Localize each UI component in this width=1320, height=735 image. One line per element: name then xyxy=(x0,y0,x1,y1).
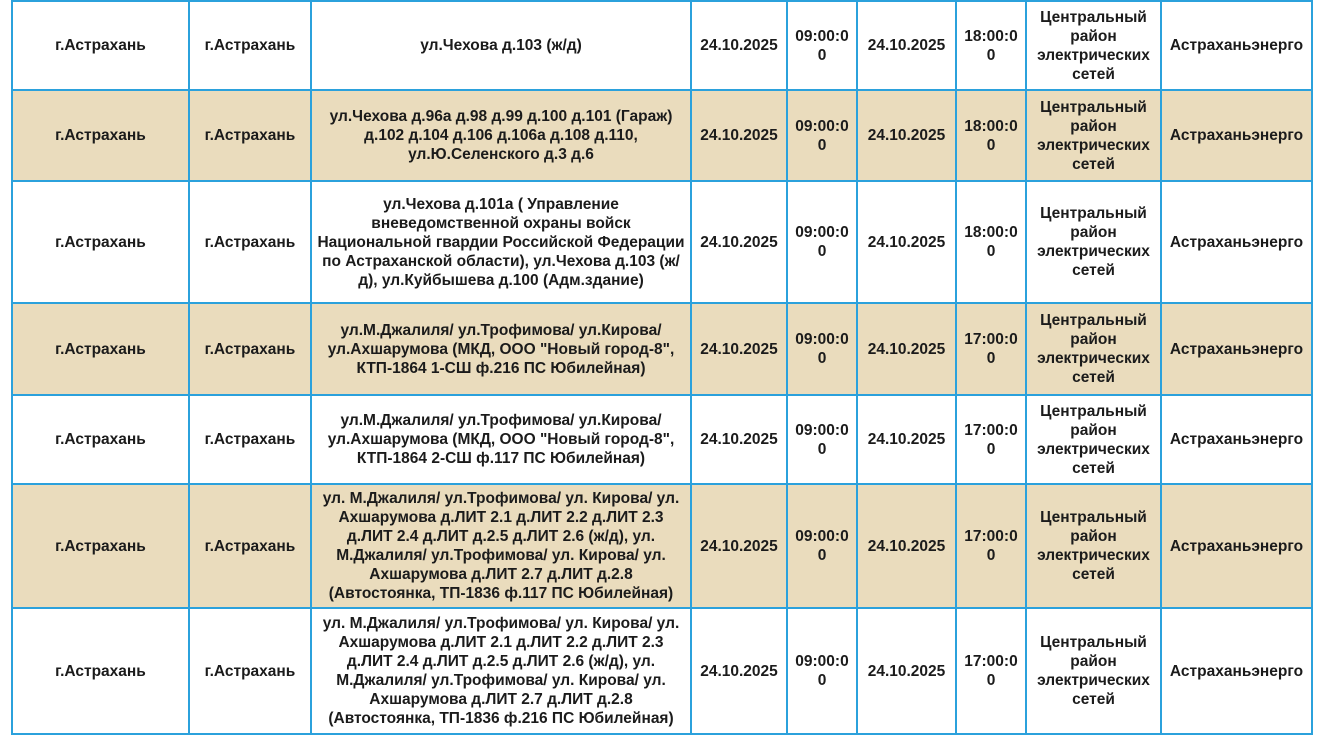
cell-end-time: 18:00:00 xyxy=(956,1,1026,90)
cell-start-date: 24.10.2025 xyxy=(691,303,787,395)
table-row xyxy=(12,90,1312,181)
cell-address: ул.М.Джалиля/ ул.Трофимова/ ул.Кирова/ ул.Ахшарумова (МКД, ООО "Новый город-8", КТП-1864 1-СШ ф.216 ПС Юбилейная) xyxy=(311,303,691,395)
outage-table xyxy=(11,0,1313,735)
table-row xyxy=(12,395,1312,484)
cell-district: Центральный район электрических сетей xyxy=(1026,90,1161,181)
cell-district: Центральный район электрических сетей xyxy=(1026,181,1161,303)
cell-start-time: 09:00:00 xyxy=(787,1,857,90)
cell-settlement: г.Астрахань xyxy=(189,90,311,181)
cell-address: ул. М.Джалиля/ ул.Трофимова/ ул. Кирова/ ул. Ахшарумова д.ЛИТ 2.1 д.ЛИТ 2.2 д.ЛИТ 2.3 д.ЛИТ 2.4 д.ЛИТ д.2.5 д.ЛИТ 2.6 (ж/д), ул. М.Джалиля/ ул.Трофимова/ ул. Кирова/ ул. Ахшарумова д.ЛИТ 2.7 д.ЛИТ д.2.8 (Автостоянка, ТП-1836 ф.117 ПС Юбилейная) xyxy=(311,484,691,608)
cell-city: г.Астрахань xyxy=(12,484,189,608)
outage-table-container xyxy=(11,0,1311,735)
cell-start-time: 09:00:00 xyxy=(787,608,857,734)
outage-table-body xyxy=(12,1,1312,734)
cell-start-date: 24.10.2025 xyxy=(691,1,787,90)
cell-settlement: г.Астрахань xyxy=(189,395,311,484)
cell-company: Астраханьэнерго xyxy=(1161,608,1312,734)
table-row xyxy=(12,181,1312,303)
cell-settlement: г.Астрахань xyxy=(189,484,311,608)
cell-end-date: 24.10.2025 xyxy=(857,484,956,608)
cell-end-date: 24.10.2025 xyxy=(857,90,956,181)
cell-start-time: 09:00:00 xyxy=(787,90,857,181)
cell-company: Астраханьэнерго xyxy=(1161,1,1312,90)
cell-address: ул.М.Джалиля/ ул.Трофимова/ ул.Кирова/ ул.Ахшарумова (МКД, ООО "Новый город-8", КТП-1864 2-СШ ф.117 ПС Юбилейная) xyxy=(311,395,691,484)
cell-district: Центральный район электрических сетей xyxy=(1026,484,1161,608)
cell-district: Центральный район электрических сетей xyxy=(1026,395,1161,484)
cell-end-date: 24.10.2025 xyxy=(857,1,956,90)
cell-end-time: 18:00:00 xyxy=(956,90,1026,181)
cell-settlement: г.Астрахань xyxy=(189,181,311,303)
cell-start-time: 09:00:00 xyxy=(787,395,857,484)
cell-end-date: 24.10.2025 xyxy=(857,608,956,734)
cell-end-time: 17:00:00 xyxy=(956,395,1026,484)
cell-address: ул.Чехова д.103 (ж/д) xyxy=(311,1,691,90)
table-row xyxy=(12,484,1312,608)
cell-end-time: 17:00:00 xyxy=(956,608,1026,734)
cell-end-time: 17:00:00 xyxy=(956,484,1026,608)
cell-city: г.Астрахань xyxy=(12,395,189,484)
cell-end-date: 24.10.2025 xyxy=(857,181,956,303)
cell-start-time: 09:00:00 xyxy=(787,303,857,395)
cell-city: г.Астрахань xyxy=(12,1,189,90)
cell-settlement: г.Астрахань xyxy=(189,608,311,734)
cell-district: Центральный район электрических сетей xyxy=(1026,608,1161,734)
cell-end-time: 17:00:00 xyxy=(956,303,1026,395)
cell-start-date: 24.10.2025 xyxy=(691,395,787,484)
table-row xyxy=(12,303,1312,395)
cell-end-date: 24.10.2025 xyxy=(857,303,956,395)
cell-company: Астраханьэнерго xyxy=(1161,181,1312,303)
cell-settlement: г.Астрахань xyxy=(189,303,311,395)
cell-start-date: 24.10.2025 xyxy=(691,181,787,303)
cell-district: Центральный район электрических сетей xyxy=(1026,1,1161,90)
cell-city: г.Астрахань xyxy=(12,90,189,181)
cell-start-date: 24.10.2025 xyxy=(691,90,787,181)
cell-address: ул.Чехова д.96а д.98 д.99 д.100 д.101 (Гараж) д.102 д.104 д.106 д.106а д.108 д.110, ул.Ю.Селенского д.3 д.6 xyxy=(311,90,691,181)
cell-start-time: 09:00:00 xyxy=(787,484,857,608)
cell-company: Астраханьэнерго xyxy=(1161,484,1312,608)
cell-end-time: 18:00:00 xyxy=(956,181,1026,303)
cell-city: г.Астрахань xyxy=(12,608,189,734)
cell-end-date: 24.10.2025 xyxy=(857,395,956,484)
cell-company: Астраханьэнерго xyxy=(1161,90,1312,181)
cell-company: Астраханьэнерго xyxy=(1161,395,1312,484)
cell-start-date: 24.10.2025 xyxy=(691,484,787,608)
cell-city: г.Астрахань xyxy=(12,303,189,395)
cell-district: Центральный район электрических сетей xyxy=(1026,303,1161,395)
cell-start-time: 09:00:00 xyxy=(787,181,857,303)
cell-city: г.Астрахань xyxy=(12,181,189,303)
cell-company: Астраханьэнерго xyxy=(1161,303,1312,395)
cell-start-date: 24.10.2025 xyxy=(691,608,787,734)
table-row xyxy=(12,1,1312,90)
cell-address: ул. М.Джалиля/ ул.Трофимова/ ул. Кирова/ ул. Ахшарумова д.ЛИТ 2.1 д.ЛИТ 2.2 д.ЛИТ 2.3 д.ЛИТ 2.4 д.ЛИТ д.2.5 д.ЛИТ 2.6 (ж/д), ул. М.Джалиля/ ул.Трофимова/ ул. Кирова/ ул. Ахшарумова д.ЛИТ 2.7 д.ЛИТ д.2.8 (Автостоянка, ТП-1836 ф.216 ПС Юбилейная) xyxy=(311,608,691,734)
cell-address: ул.Чехова д.101а ( Управление вневедомственной охраны войск Национальной гвардии Российской Федерации по Астраханской области), ул.Чехова д.103 (ж/д), ул.Куйбышева д.100 (Адм.здание) xyxy=(311,181,691,303)
cell-settlement: г.Астрахань xyxy=(189,1,311,90)
table-row xyxy=(12,608,1312,734)
